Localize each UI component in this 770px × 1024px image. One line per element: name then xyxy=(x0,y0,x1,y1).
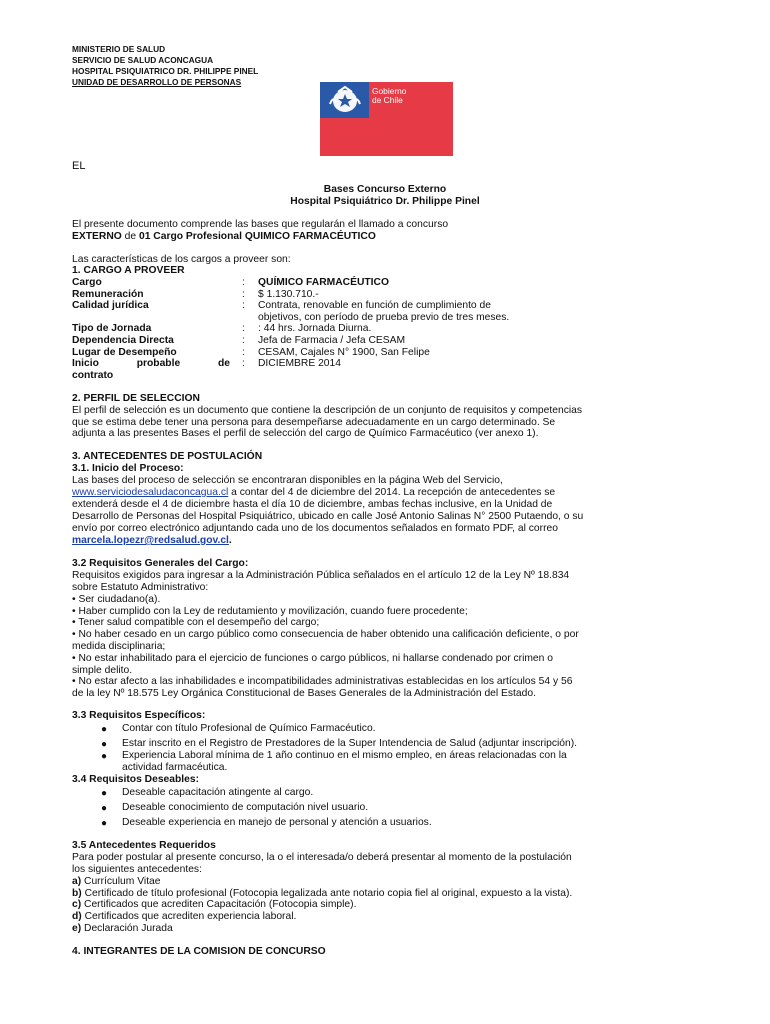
header-line: MINISTERIO DE SALUD xyxy=(72,44,166,54)
doc-key: b) xyxy=(72,888,82,899)
period: . xyxy=(228,535,232,546)
caracteristicas-text: Las características de los cargos a proveer son: xyxy=(72,254,291,265)
p1-line xyxy=(72,535,232,547)
bullet-icon: ● xyxy=(101,803,108,814)
specific-requirement-cont: actividad farmacéutica. xyxy=(122,762,228,773)
specific-requirement: Experiencia Laboral mínima de 1 año continuo en el mismo empleo, en áreas relacionadas con la xyxy=(122,750,567,761)
doc-text: Currículum Vitae xyxy=(81,876,161,887)
doc-text: Certificado de título profesional (Fotocopia legalizada ante notario copia fiel al original, expuesto a la vista). xyxy=(81,888,573,899)
p1-line: envío por correo electrónico adjuntando cada uno de los documentos señalados en formato PDF, al correo xyxy=(72,523,558,534)
bullet-icon: ● xyxy=(101,818,108,829)
gobierno-de-chile-logo xyxy=(320,82,453,156)
colon: : xyxy=(242,347,245,358)
document-title: Bases Concurso Externo xyxy=(323,184,447,195)
req-line: sobre Estatuto Administrativo: xyxy=(72,582,209,593)
p1-line: extenderá desde el 4 de diciembre hasta el día 10 de diciembre, ambas fechas inclusive, en la Unidad de xyxy=(72,499,553,510)
coat-of-arms-icon xyxy=(324,84,366,116)
colon: : xyxy=(242,289,245,300)
doc-item xyxy=(72,923,173,935)
section-4-heading: 4. INTEGRANTES DE LA COMISION DE CONCURSO xyxy=(72,946,326,957)
doc-key: d) xyxy=(72,911,82,922)
header-line: SERVICIO DE SALUD ACONCAGUA xyxy=(72,55,214,65)
doc-item xyxy=(72,876,161,888)
header-line: HOSPITAL PSIQUIATRICO DR. PHILIPPE PINEL xyxy=(72,66,259,76)
colon: : xyxy=(242,358,245,369)
tipo-jornada-row xyxy=(72,323,572,335)
document-subtitle: Hospital Psiquiátrico Dr. Philippe Pinel xyxy=(290,196,480,207)
row-label: Dependencia Directa xyxy=(72,335,174,346)
row-label: Cargo xyxy=(72,277,102,288)
doc-text: Certificados que acrediten Capacitación (Fotocopia simple). xyxy=(81,899,357,910)
doc-key: a) xyxy=(72,876,82,887)
req-line: • No estar inhabilitado para el ejercicio de funciones o cargo públicos, ni hallarse condenado por crimen o xyxy=(72,653,553,664)
row-value: Jefa de Farmacia / Jefa CESAM xyxy=(258,335,406,346)
subsection-3-2: 3.2 Requisitos Generales del Cargo: xyxy=(72,558,249,569)
bullet-icon: ● xyxy=(101,724,108,735)
req-line: de la ley Nº 18.575 Ley Orgánica Constitucional de Bases Generales de la Administración del Estado. xyxy=(72,688,536,699)
doc-key: e) xyxy=(72,923,82,934)
servicio-website-link[interactable]: www.serviciodesaludaconcagua.cl xyxy=(72,487,229,498)
doc-text: Certificados que acrediten experiencia laboral. xyxy=(81,911,297,922)
row-value-cont: objetivos, con período de prueba previo de tres meses. xyxy=(258,312,510,323)
el-label: EL xyxy=(72,160,86,172)
row-label: Inicio probable de xyxy=(72,358,230,369)
cargo-row xyxy=(72,277,572,289)
row-value: QUÍMICO FARMACÉUTICO xyxy=(258,277,389,288)
req-line: Requisitos exigidos para ingresar a la Administración Pública señalados en el artículo 12 de la Ley Nº 18.834 xyxy=(72,570,570,581)
row-label: Lugar de Desempeño xyxy=(72,347,177,358)
header-line: UNIDAD DE DESARROLLO DE PERSONAS xyxy=(72,77,242,87)
logo-text: de Chile xyxy=(372,95,403,105)
logo-text: Gobierno xyxy=(372,86,407,96)
subsection-3-3: 3.3 Requisitos Específicos: xyxy=(72,710,206,721)
row-value: DICIEMBRE 2014 xyxy=(258,358,341,369)
doc-item xyxy=(72,911,296,923)
desirable-requirement: Deseable capacitación atingente al cargo. xyxy=(122,787,314,798)
section-1-heading: 1. CARGO A PROVEER xyxy=(72,265,185,276)
intro-line: El presente documento comprende las bases que regularán el llamado a concurso xyxy=(72,219,449,230)
row-label: Calidad jurídica xyxy=(72,300,149,311)
doc-item xyxy=(72,899,356,911)
dependencia-row xyxy=(72,335,572,347)
doc-item xyxy=(72,888,572,900)
row-value: : 44 hrs. Jornada Diurna. xyxy=(258,323,372,334)
section-3-heading: 3. ANTECEDENTES DE POSTULACIÓN xyxy=(72,451,263,462)
perfil-line: que se estima debe tener una persona para desempeñarse adecuadamente en un cargo determinado. Se xyxy=(72,417,556,428)
req-line: • No estar afecto a las inhabilidades e incompatibilidades administrativas establecidas en los artículos 54 y 56 xyxy=(72,676,573,687)
req-line: • Ser ciudadano(a). xyxy=(72,594,161,605)
bullet-icon: ● xyxy=(101,751,108,762)
perfil-line: adjunta a las presentes Bases el perfil de selección del cargo de Químico Farmacéutico (ver anexo 1). xyxy=(72,428,539,439)
subsection-3-5: 3.5 Antecedentes Requeridos xyxy=(72,840,216,851)
intro-de: de xyxy=(121,231,139,242)
specific-requirement: Contar con título Profesional de Químico Farmacéutico. xyxy=(122,723,376,734)
p1-line: Las bases del proceso de selección se encontraran disponibles en la página Web del Servicio, xyxy=(72,475,503,486)
doc-text: Declaración Jurada xyxy=(81,923,173,934)
inicio-row xyxy=(72,358,572,382)
perfil-line: El perfil de selección es un documento que contiene la descripción de un conjunto de requisitos y competencias xyxy=(72,405,583,416)
req-line: • Haber cumplido con la Ley de redutamiento y movilización, cuando fuere procedente; xyxy=(72,606,468,617)
bullet-icon: ● xyxy=(101,739,108,750)
p1-line-rest: a contar del 4 de diciembre del 2014. La recepción de antecedentes se xyxy=(228,487,556,498)
desirable-requirement: Deseable conocimiento de computación nivel usuario. xyxy=(122,802,369,813)
intro-externo: EXTERNO xyxy=(72,231,122,242)
colon: : xyxy=(242,335,245,346)
colon: : xyxy=(242,277,245,288)
subsection-3-1: 3.1. Inicio del Proceso: xyxy=(72,463,184,474)
p1-line xyxy=(72,487,555,499)
bullet-icon: ● xyxy=(101,788,108,799)
req-line: • No haber cesado en un cargo público como consecuencia de haber obtenido una calificación deficiente, o por xyxy=(72,629,579,640)
section-2-heading: 2. PERFIL DE SELECCION xyxy=(72,393,200,404)
intro-line-2 xyxy=(72,231,376,243)
calidad-juridica-row xyxy=(72,300,572,324)
subsection-3-4: 3.4 Requisitos Deseables: xyxy=(72,774,200,785)
row-label: Remuneración xyxy=(72,289,144,300)
specific-requirement: Estar inscrito en el Registro de Prestadores de la Super Intendencia de Salud (adjuntar inscripción). xyxy=(122,738,578,749)
row-label: Tipo de Jornada xyxy=(72,323,152,334)
email-link[interactable]: marcela.lopezr@redsalud.gov.cl xyxy=(72,535,229,546)
intro-cargo: 01 Cargo Profesional QUIMICO FARMACÉUTICO xyxy=(138,231,376,242)
row-value: CESAM, Cajales N° 1900, San Felipe xyxy=(258,347,430,358)
req-line: • Tener salud compatible con el desempeño del cargo; xyxy=(72,617,320,628)
desirable-requirement: Deseable experiencia en manejo de personal y atención a usuarios. xyxy=(122,817,432,828)
institution-header xyxy=(72,44,258,88)
row-value: Contrata, renovable en función de cumplimiento de xyxy=(258,300,491,311)
p1-line: Desarrollo de Personas del Hospital Psiquiátrico, ubicado en calle José Antonio Salinas N° 2500 Putaendo, o su xyxy=(72,511,584,522)
req-line: medida disciplinaria; xyxy=(72,641,166,652)
doc-key: c) xyxy=(72,899,82,910)
p5-line: los siguientes antecedentes: xyxy=(72,864,202,875)
row-value: $ 1.130.710.- xyxy=(258,289,319,300)
p5-line: Para poder postular al presente concurso, la o el interesada/o deberá presentar al momento de la postulación xyxy=(72,852,572,863)
colon: : xyxy=(242,323,245,334)
req-line: simple delito. xyxy=(72,665,133,676)
colon: : xyxy=(242,300,245,311)
row-label-cont: contrato xyxy=(72,370,114,381)
